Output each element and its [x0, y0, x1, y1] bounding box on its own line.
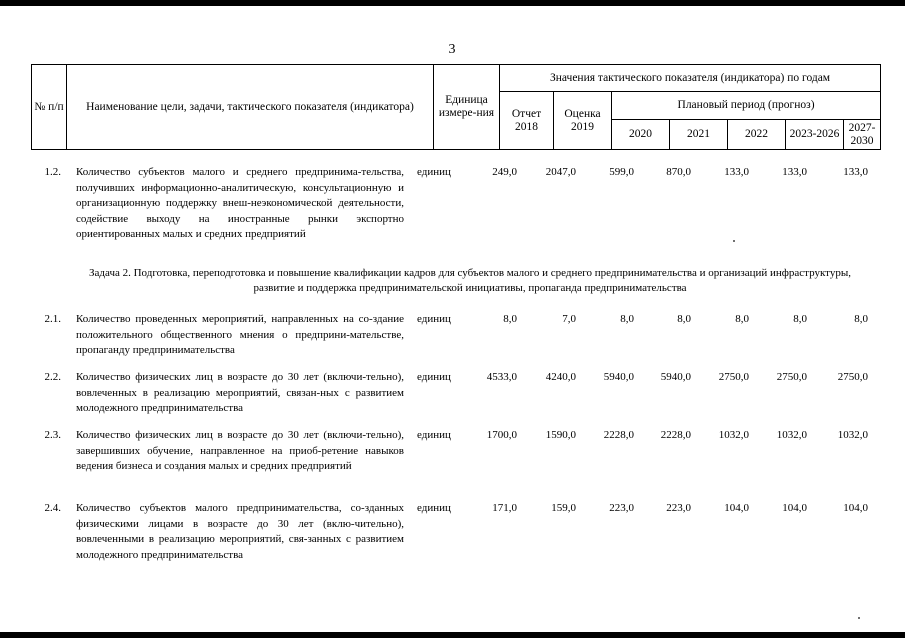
row-description: Количество физических лиц в возрасте до 30 лет (включи-тельно), вовлеченных в реализацию мероприятий, связан-ных с развитием молодежного предпринимательства — [76, 371, 404, 414]
bottom-border — [0, 632, 905, 638]
top-border — [0, 0, 905, 6]
header-year: 2027-2030 — [844, 120, 881, 150]
value-2022: 133,0 — [724, 166, 749, 178]
header-year: 2022 — [728, 120, 786, 150]
header-year: 2021 — [670, 120, 728, 150]
row-unit: единиц — [417, 313, 451, 325]
value-2027-2030: 8,0 — [854, 313, 868, 325]
value-2021: 2228,0 — [660, 429, 691, 441]
row-number: 2.4. — [44, 502, 61, 514]
row-description: Количество субъектов малого предпринимательства, со-зданных физическими лицами в возрасте до 30 лет (вклю-чительно), вовлеченными в реализацию мероприятий, свя-занных с развитием молодежного предпринимательства — [76, 502, 404, 561]
row-number: 2.2. — [44, 371, 61, 383]
scan-speck — [733, 240, 735, 242]
row-number: 1.2. — [44, 166, 61, 178]
row-number: 2.3. — [44, 429, 61, 441]
value-2022: 1032,0 — [718, 429, 749, 441]
value-2018: 1700,0 — [486, 429, 517, 441]
value-2021: 223,0 — [666, 502, 691, 514]
value-2027-2030: 104,0 — [843, 502, 868, 514]
row-unit: единиц — [417, 371, 451, 383]
value-2023-2026: 1032,0 — [776, 429, 807, 441]
value-2018: 249,0 — [492, 166, 517, 178]
value-2023-2026: 133,0 — [782, 166, 807, 178]
header-name: Наименование цели, задачи, тактического показателя (индикатора) — [67, 65, 434, 150]
row-description: Количество проведенных мероприятий, направленных на со-здание положительного общественного мнения о предприни-мательстве, пропаганду предпринимательства — [76, 313, 404, 356]
header-report: Отчет 2018 — [500, 92, 554, 150]
value-2018: 8,0 — [503, 313, 517, 325]
value-2027-2030: 1032,0 — [837, 429, 868, 441]
value-2023-2026: 8,0 — [793, 313, 807, 325]
row-number: 2.1. — [44, 313, 61, 325]
header-plan: Плановый период (прогноз) — [612, 92, 881, 120]
header-year: 2023-2026 — [786, 120, 844, 150]
header-num: № п/п — [32, 65, 67, 150]
scan-speck — [858, 617, 860, 619]
header-estimate: Оценка 2019 — [554, 92, 612, 150]
value-2023-2026: 2750,0 — [776, 371, 807, 383]
row-description: Количество субъектов малого и среднего предпринима-тельства, получивших информационно-аналитическую, консультационную и организационную поддержку внеш-неэкономической деятельности, содействие выходу на иностранные рынки экспортно ориентированных малых и средних предприятий — [76, 166, 404, 240]
row-description: Количество физических лиц в возрасте до 30 лет (включи-тельно), завершивших обучение, направленное на приоб-ретение навыков ведения бизнеса и создания малых и средних предприятий — [76, 429, 404, 472]
value-2022: 104,0 — [724, 502, 749, 514]
header-values: Значения тактического показателя (индикатора) по годам — [500, 65, 881, 92]
header-year: 2020 — [612, 120, 670, 150]
row-unit: единиц — [417, 502, 451, 514]
value-2020: 8,0 — [620, 313, 634, 325]
task-2-heading: Задача 2. Подготовка, переподготовка и повышение квалификации кадров для субъектов малого и среднего предпринимательства и организаций инфраструктуры, развитие и поддержка предпринимательской инициативы, пропаганда предпринимательства — [89, 267, 851, 294]
value-2023-2026: 104,0 — [782, 502, 807, 514]
value-2027-2030: 133,0 — [843, 166, 868, 178]
value-2022: 8,0 — [735, 313, 749, 325]
value-2027-2030: 2750,0 — [837, 371, 868, 383]
value-2019: 159,0 — [551, 502, 576, 514]
value-2019: 7,0 — [562, 313, 576, 325]
value-2021: 870,0 — [666, 166, 691, 178]
header-unit: Единица измере-ния — [434, 65, 500, 150]
value-2020: 599,0 — [609, 166, 634, 178]
value-2021: 8,0 — [677, 313, 691, 325]
row-unit: единиц — [417, 429, 451, 441]
value-2019: 2047,0 — [545, 166, 576, 178]
value-2021: 5940,0 — [660, 371, 691, 383]
value-2020: 5940,0 — [603, 371, 634, 383]
value-2018: 4533,0 — [486, 371, 517, 383]
value-2019: 4240,0 — [545, 371, 576, 383]
value-2018: 171,0 — [492, 502, 517, 514]
value-2020: 2228,0 — [603, 429, 634, 441]
value-2022: 2750,0 — [718, 371, 749, 383]
value-2019: 1590,0 — [545, 429, 576, 441]
table-header — [31, 64, 881, 150]
value-2020: 223,0 — [609, 502, 634, 514]
page-number: 3 — [448, 42, 456, 57]
row-unit: единиц — [417, 166, 451, 178]
